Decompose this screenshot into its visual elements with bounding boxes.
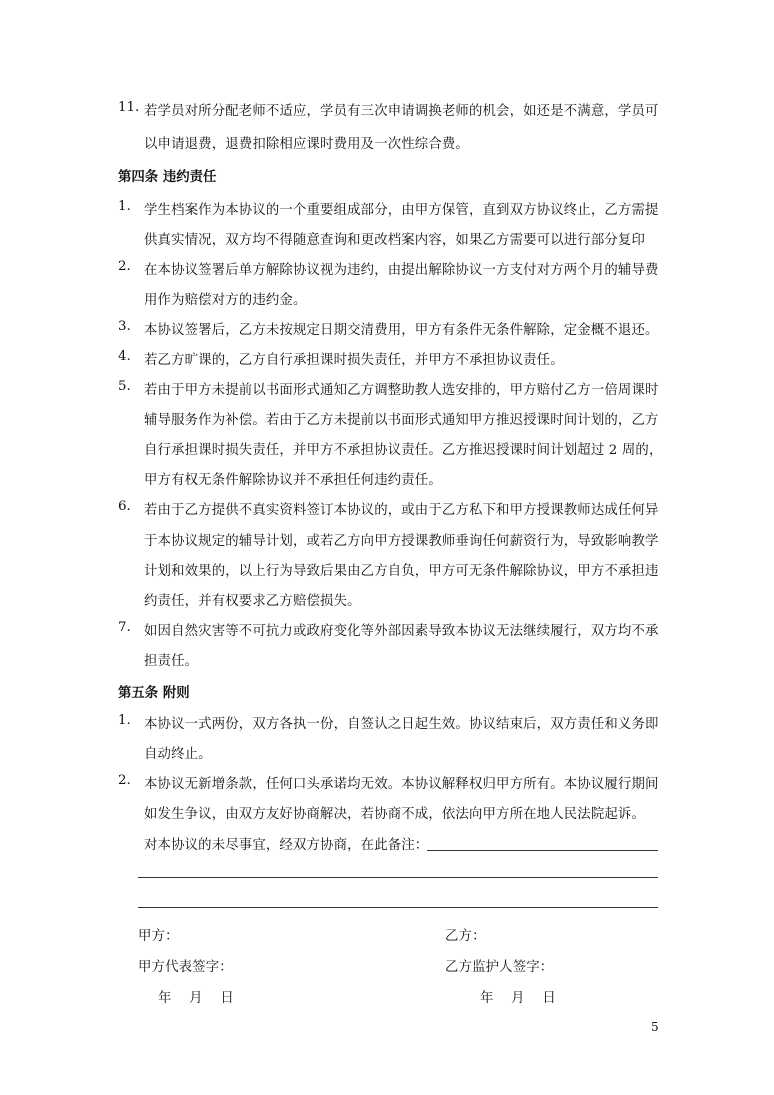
s5-item-2-line-2: 如发生争议，由双方友好协商解决，若协商不成，依法向甲方所在地人民法院起诉。 — [144, 807, 646, 822]
s4-item-5-number: 5. — [118, 379, 131, 394]
s4-item-4-number: 4. — [118, 349, 131, 364]
s4-item-3-line-1: 本协议签署后，乙方未按规定日期交清费用，甲方有条件无条件解除，定金概不退还。 — [144, 323, 659, 338]
s5-item-1-number: 1. — [118, 713, 131, 728]
party-b-sign-label: 乙方监护人签字： — [445, 960, 554, 975]
s4-item-6-line-4: 约责任，并有权要求乙方赔偿损失。 — [144, 594, 361, 609]
s4-item-3-number: 3. — [118, 319, 131, 334]
party-a-date: 年 月 日 — [158, 991, 234, 1006]
section-5-heading: 第五条 附则 — [118, 686, 190, 701]
party-a-sign-label: 甲方代表签字： — [138, 960, 233, 975]
s4-item-2-line-2: 用作为赔偿对方的违约金。 — [144, 293, 307, 308]
remark-blank-line-1 — [427, 850, 658, 851]
s4-item-6-line-3: 计划和效果的，以上行为导致后果由乙方自负，甲方可无条件解除协议，甲方不承担违 — [144, 564, 659, 579]
s4-item-5-line-1: 若由于甲方未提前以书面形式通知乙方调整助教人选安排的，甲方赔付乙方一倍周课时 — [144, 383, 659, 398]
s5-item-2-number: 2. — [118, 773, 131, 788]
s4-item-2-line-1: 在本协议签署后单方解除协议视为违约，由提出解除协议一方支付对方两个月的辅导费 — [144, 263, 659, 278]
s4-item-2-number: 2. — [118, 259, 131, 274]
remark-blank-line-2 — [138, 877, 658, 878]
remark-label: 对本协议的未尽事宜，经双方协商，在此备注： — [144, 838, 429, 853]
remark-blank-line-3 — [138, 907, 658, 908]
item-11-line-2: 以申请退费，退费扣除相应课时费用及一次性综合费。 — [144, 137, 469, 152]
s4-item-1-line-2: 供真实情况，双方均不得随意查询和更改档案内容，如果乙方需要可以进行部分复印 — [144, 233, 646, 248]
page-number: 5 — [651, 1020, 659, 1034]
s4-item-7-line-2: 担责任。 — [144, 654, 199, 669]
s4-item-6-line-2: 于本协议规定的辅导计划，或若乙方向甲方授课教师垂询任何薪资行为，导致影响教学 — [144, 534, 659, 549]
section-4-heading: 第四条 违约责任 — [118, 170, 217, 185]
s5-item-2-line-1: 本协议无新增条款，任何口头承诺均无效。本协议解释权归甲方所有。本协议履行期间 — [144, 777, 659, 792]
s4-item-1-line-1: 学生档案作为本协议的一个重要组成部分，由甲方保管，直到双方协议终止，乙方需提 — [144, 203, 659, 218]
item-11-line-1: 若学员对所分配老师不适应，学员有三次申请调换老师的机会，如还是不满意，学员可 — [144, 104, 659, 119]
s4-item-5-line-3: 自行承担课时损失责任，并甲方不承担协议责任。乙方推迟授课时间计划超过 2 周的， — [144, 443, 663, 458]
s4-item-7-number: 7. — [118, 620, 131, 635]
party-a-label: 甲方： — [138, 929, 179, 944]
s4-item-1-number: 1. — [118, 199, 131, 214]
s4-item-7-line-1: 如因自然灾害等不可抗力或政府变化等外部因素导致本协议无法继续履行，双方均不承 — [144, 624, 659, 639]
s4-item-6-line-1: 若由于乙方提供不真实资料签订本协议的，或由于乙方私下和甲方授课教师达成任何异 — [144, 503, 659, 518]
s5-item-1-line-2: 自动终止。 — [144, 747, 212, 762]
item-11-number: 11. — [118, 100, 140, 115]
s4-item-5-line-4: 甲方有权无条件解除协议并不承担任何违约责任。 — [144, 473, 442, 488]
s4-item-6-number: 6. — [118, 499, 131, 514]
party-b-label: 乙方： — [445, 929, 486, 944]
party-b-date: 年 月 日 — [480, 991, 556, 1006]
s5-item-1-line-1: 本协议一式两份，双方各执一份，自签认之日起生效。协议结束后，双方责任和义务即 — [144, 717, 659, 732]
s4-item-4-line-1: 若乙方旷课的，乙方自行承担课时损失责任，并甲方不承担协议责任。 — [144, 353, 564, 368]
s4-item-5-line-2: 辅导服务作为补偿。若由于乙方未提前以书面形式通知甲方推迟授课时间计划的，乙方 — [144, 413, 659, 428]
